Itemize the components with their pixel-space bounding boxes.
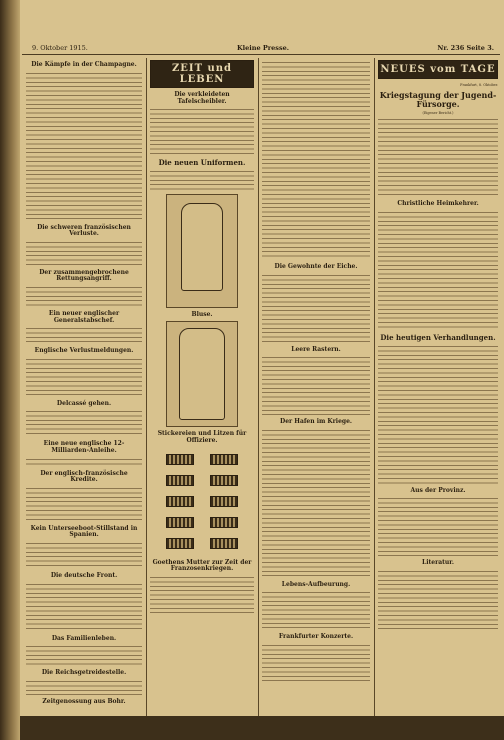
article-body (26, 541, 142, 569)
article-body (378, 344, 498, 484)
article-heading: Die deutsche Front. (50, 571, 118, 579)
insignia-badge (210, 496, 238, 507)
article-body (378, 117, 498, 197)
article-body (26, 486, 142, 522)
insignia-badge (210, 517, 238, 528)
column-rule (374, 58, 375, 716)
article-heading: Kein Unterseeboot-Stillstand in Spanien. (30, 524, 138, 539)
article-heading: Aus der Provinz. (410, 486, 466, 494)
blouse-illustration (181, 203, 223, 291)
article-body (262, 60, 370, 260)
figure-caption: Bluse. (191, 310, 213, 318)
article-body (26, 409, 142, 437)
article-body (26, 357, 142, 397)
article-body (26, 240, 142, 266)
insignia-badge (210, 475, 238, 486)
header-paper-name: Kleine Presse. (237, 44, 290, 52)
article-body (26, 285, 142, 307)
dateline: Frankfurt, 8. Oktober. (460, 83, 498, 87)
page-bottom-edge (20, 716, 504, 740)
article-heading: Frankfurter Konzerte. (278, 633, 354, 641)
article-body (262, 355, 370, 415)
header-date: 9. Oktober 1915. (32, 44, 88, 52)
article-body (26, 71, 142, 221)
article-body (262, 643, 370, 683)
coat-illustration (179, 328, 225, 420)
article-heading: Die Gewohnte der Eiche. (274, 263, 358, 270)
article-body (26, 644, 142, 666)
insignia-badge (166, 496, 194, 507)
article-body (26, 326, 142, 344)
article-body (262, 590, 370, 630)
insignia-badge (210, 454, 238, 465)
article-body (378, 496, 498, 556)
column-neues-vom-tage (378, 58, 498, 716)
insignia-grid (150, 451, 254, 556)
article-heading: Delcassé gehen. (56, 399, 112, 407)
figure-caption: Stickereien und Litzen für Offiziere. (157, 430, 247, 445)
article-heading: Leere Rastern. (291, 345, 341, 353)
section-masthead: ZEIT und LEBEN (150, 60, 254, 88)
article-headline: Kriegstagung der Jugend-Fürsorge. (379, 90, 497, 110)
article-subtitle: (Eigener Bericht.) (422, 111, 454, 115)
article-body (262, 428, 370, 578)
insignia-badge (210, 538, 238, 549)
article-heading: Die neuen Uniformen. (158, 158, 246, 168)
article-heading: Die verkleideten Tafelscheibler. (174, 91, 230, 105)
article-body (378, 569, 498, 629)
article-heading: Die Reichsgetreidestelle. (41, 669, 127, 677)
article-heading: Der zusammengebrochene Rettungsangriff. (39, 268, 129, 283)
article-heading: Die Kämpfe in der Champagne. (31, 61, 137, 68)
page-header (22, 44, 500, 55)
article-heading: Englische Verlustmeldungen. (34, 347, 134, 355)
article-heading: Der Hafen im Kriege. (280, 418, 352, 426)
column-features (262, 58, 370, 716)
article-heading: Die heutigen Verhandlungen. (380, 333, 496, 342)
column-war-news (26, 58, 142, 716)
article-heading: Der englisch-französische Kredite. (40, 469, 128, 484)
article-body (150, 575, 254, 615)
article-body (150, 169, 254, 191)
article-heading: Zeitgenossung aus Bohr. (42, 697, 126, 705)
article-body (26, 457, 142, 467)
header-page-number: Nr. 236 Seite 3. (437, 44, 494, 52)
insignia-badge (166, 517, 194, 528)
article-body (26, 679, 142, 695)
article-body (26, 582, 142, 632)
book-binding (0, 0, 20, 740)
column-zeit-und-leben (150, 58, 254, 716)
column-rule (258, 58, 259, 716)
poem-body (150, 107, 254, 155)
article-heading: Lebens-Aufbeurung. (281, 580, 351, 588)
article-body (262, 273, 370, 343)
section-masthead: NEUES vom TAGE (378, 60, 498, 79)
insignia-badge (166, 475, 194, 486)
uniform-coat-figure (166, 321, 238, 427)
insignia-badge (166, 454, 194, 465)
uniform-blouse-figure (166, 194, 238, 308)
column-rule (146, 58, 147, 716)
article-heading: Literatur. (422, 559, 454, 567)
insignia-badge (166, 538, 194, 549)
article-heading: Das Familienleben. (51, 634, 117, 642)
article-heading: Christliche Heimkehrer. (397, 200, 479, 208)
article-body (378, 210, 498, 330)
article-heading: Die schweren französischen Verluste. (37, 223, 131, 238)
article-heading: Goethens Mutter zur Zeit der Franzosenkriegen. (152, 558, 252, 573)
article-heading: Ein neuer englischer Generalstabschef. (48, 309, 120, 324)
article-heading: Eine neue englische 12-Milliarden-Anleihe. (43, 440, 125, 454)
